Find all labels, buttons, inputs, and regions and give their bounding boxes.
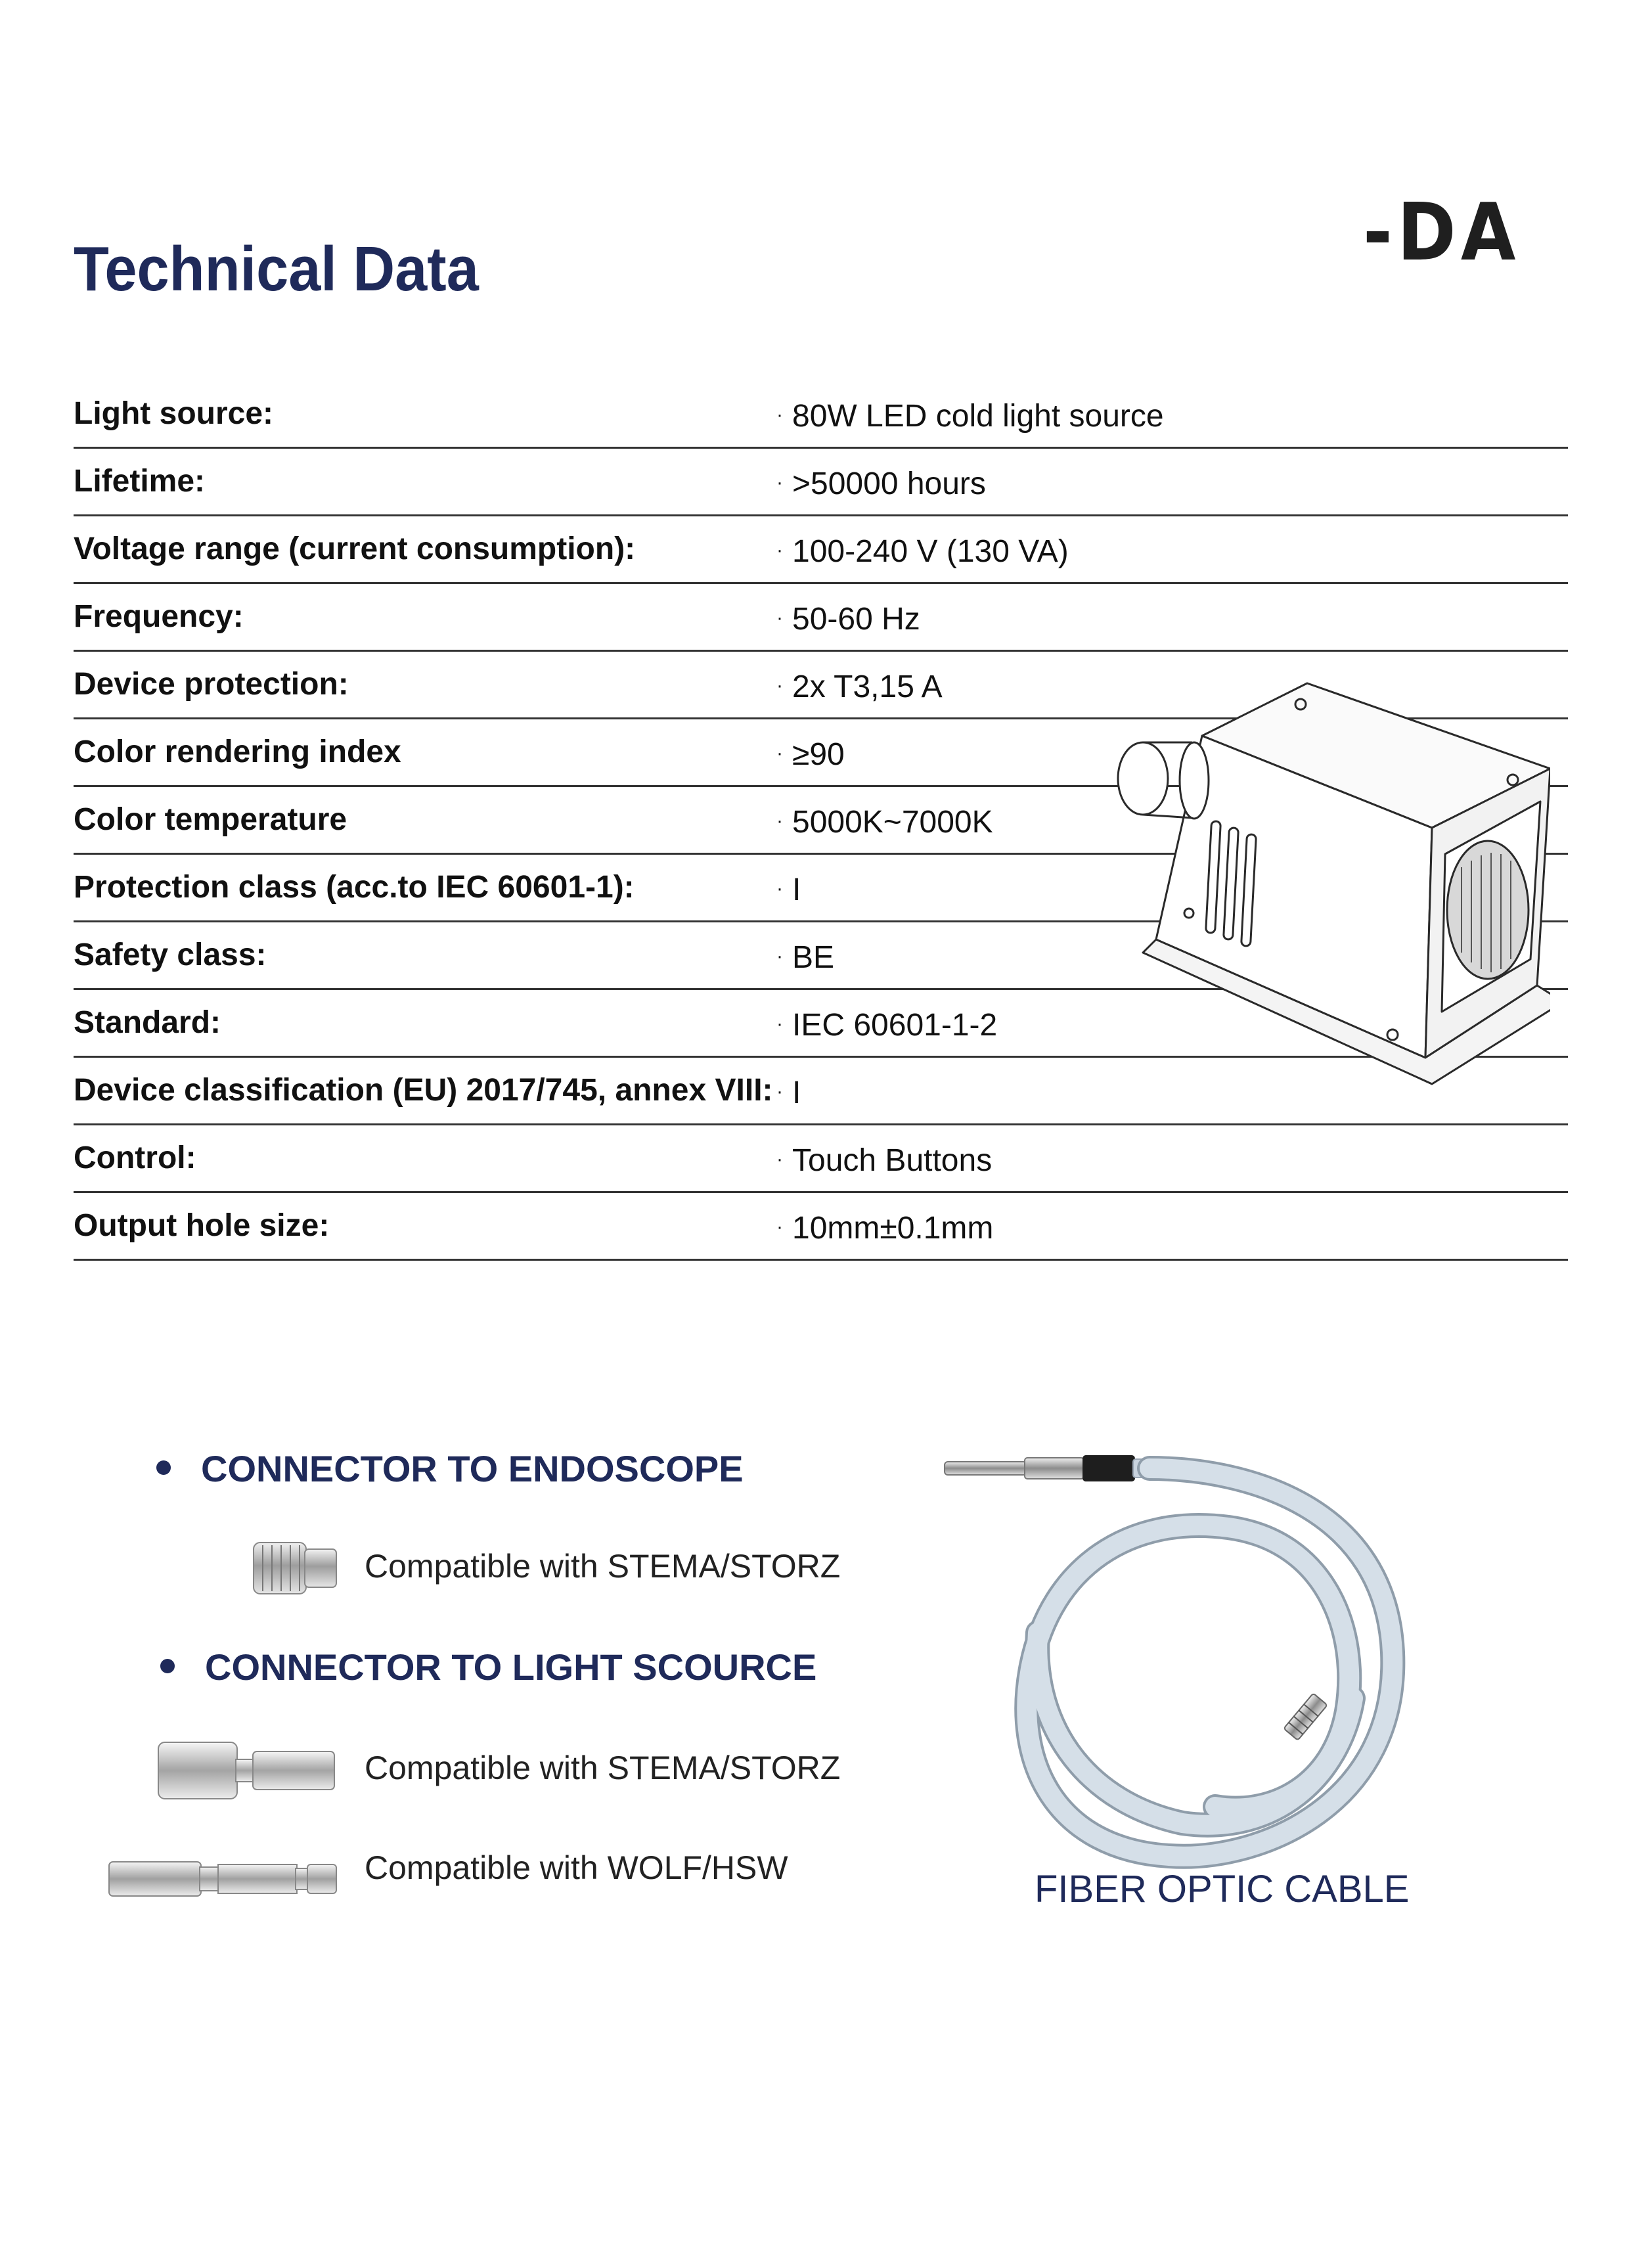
spec-row bbox=[74, 1193, 1568, 1261]
spec-value: · >50000 hours bbox=[776, 466, 986, 501]
spec-value: · 50-60 Hz bbox=[776, 602, 920, 637]
spec-label: Light source: bbox=[74, 396, 274, 431]
spec-value: · ≥90 bbox=[776, 737, 845, 772]
page-title: Technical Data bbox=[74, 234, 479, 304]
spec-value: · 5000K~7000K bbox=[776, 805, 993, 840]
fiber-optic-cable-icon bbox=[933, 1435, 1445, 1895]
wolf-adapter-icon bbox=[106, 1853, 340, 1905]
spec-label: Frequency: bbox=[74, 599, 244, 634]
brand-logo: -DA bbox=[1363, 187, 1521, 279]
spec-label: Device protection: bbox=[74, 667, 349, 702]
spec-label: Device classification (EU) 2017/745, annex VIII: bbox=[74, 1073, 773, 1108]
spec-value: · Touch Buttons bbox=[776, 1143, 993, 1178]
spec-row bbox=[74, 516, 1568, 584]
compat-text: Compatible with STEMA/STORZ bbox=[365, 1548, 841, 1585]
light-source-connector-heading: CONNECTOR TO LIGHT SCOURCE bbox=[160, 1646, 816, 1688]
spec-value: · 80W LED cold light source bbox=[776, 399, 1164, 434]
spec-label: Safety class: bbox=[74, 937, 267, 972]
spec-label: Color rendering index bbox=[74, 734, 401, 769]
spec-value: · BE bbox=[776, 940, 835, 975]
spec-label: Standard: bbox=[74, 1005, 221, 1040]
spec-value: · 10mm±0.1mm bbox=[776, 1211, 994, 1246]
storz-adapter-icon bbox=[154, 1734, 338, 1807]
light-source-device-icon bbox=[1104, 670, 1550, 1091]
spec-value: · I bbox=[776, 1075, 801, 1110]
spec-row bbox=[74, 1125, 1568, 1193]
compat-text: Compatible with STEMA/STORZ bbox=[365, 1750, 841, 1786]
spec-label: Voltage range (current consumption): bbox=[74, 531, 636, 566]
compat-text: Compatible with WOLF/HSW bbox=[365, 1849, 788, 1886]
bullet-icon bbox=[156, 1460, 171, 1475]
spec-value: · IEC 60601-1-2 bbox=[776, 1008, 998, 1043]
spec-label: Control: bbox=[74, 1140, 196, 1175]
spec-label: Lifetime: bbox=[74, 464, 206, 499]
endoscope-connector-heading: CONNECTOR TO ENDOSCOPE bbox=[156, 1447, 744, 1490]
cable-caption: FIBER OPTIC CABLE bbox=[1035, 1868, 1410, 1910]
spec-row bbox=[74, 381, 1568, 449]
bullet-icon bbox=[160, 1659, 175, 1673]
spec-value: · I bbox=[776, 872, 801, 907]
spec-label: Protection class (acc.to IEC 60601-1): bbox=[74, 870, 635, 905]
spec-row bbox=[74, 449, 1568, 516]
spec-value: · 2x T3,15 A bbox=[776, 669, 943, 704]
spec-label: Color temperature bbox=[74, 802, 347, 837]
spec-row bbox=[74, 584, 1568, 652]
spec-value: · 100-240 V (130 VA) bbox=[776, 534, 1069, 569]
endoscope-connector-icon bbox=[248, 1537, 340, 1600]
spec-label: Output hole size: bbox=[74, 1208, 330, 1243]
